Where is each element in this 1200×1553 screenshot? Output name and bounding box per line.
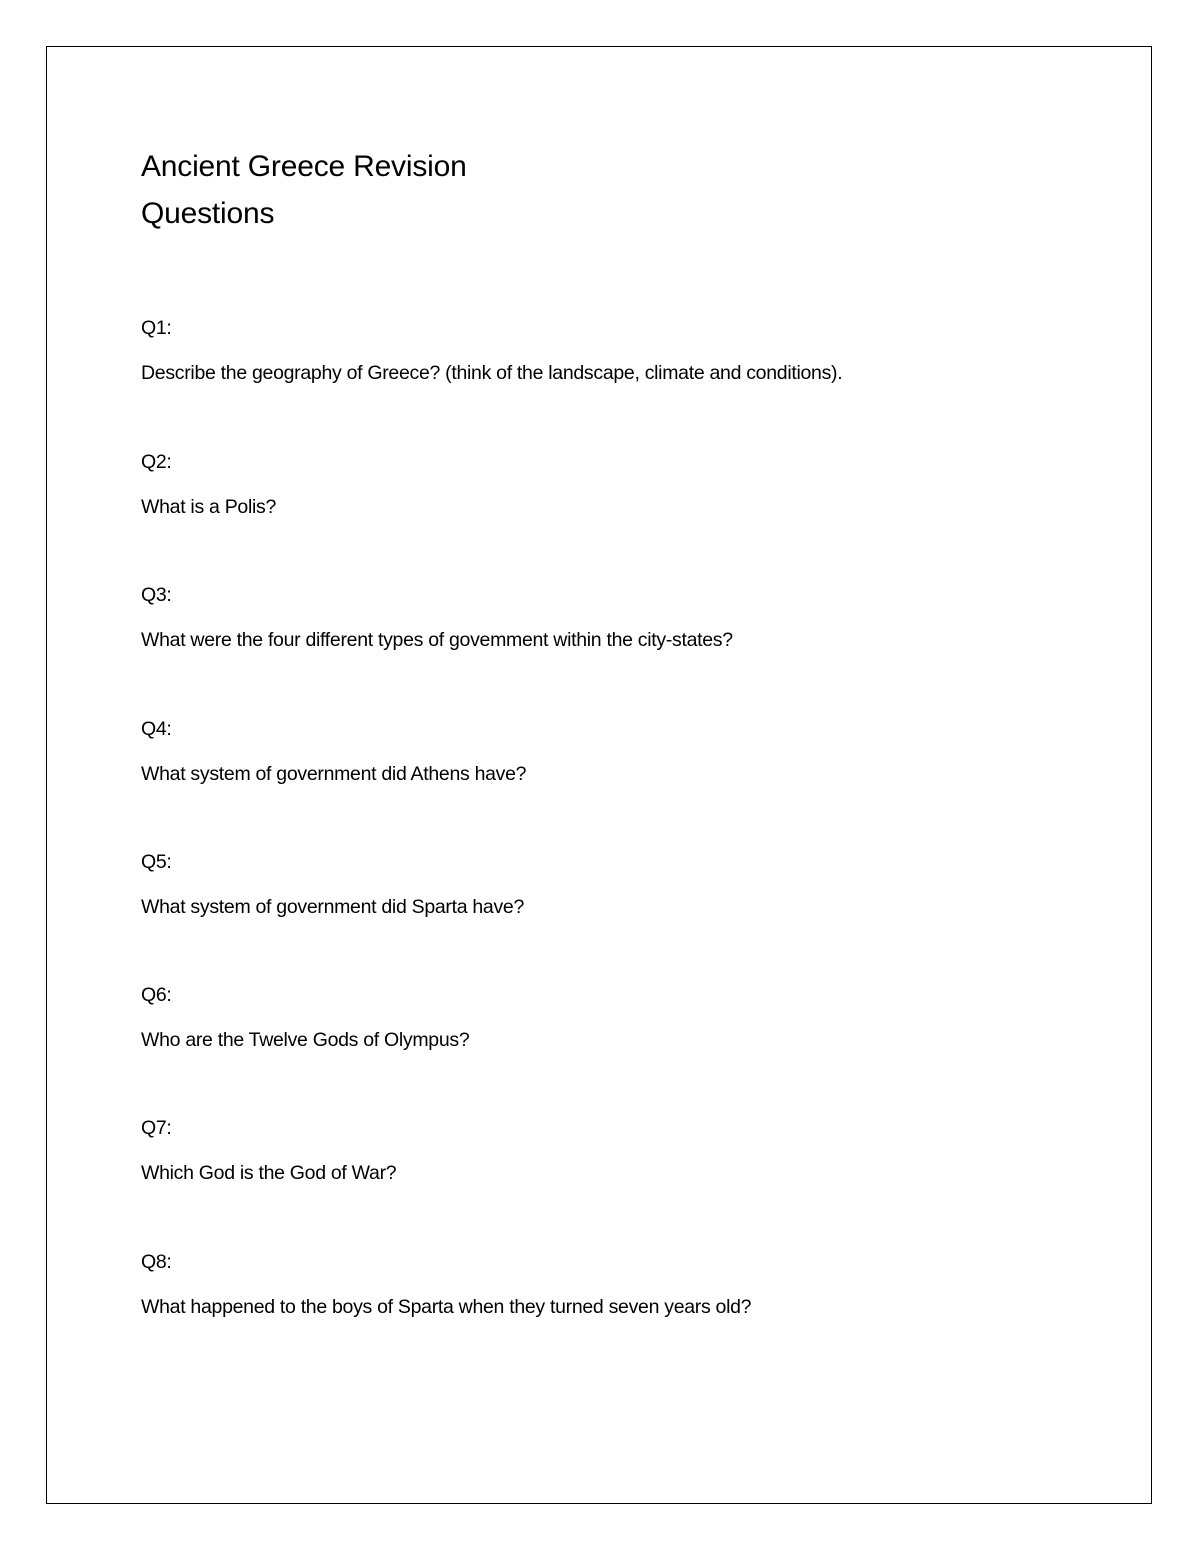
document-title-line-1: Ancient Greece Revision: [141, 150, 467, 183]
question-label: Q1:: [141, 317, 172, 339]
question-text: What happened to the boys of Sparta when they turned seven years old?: [141, 1296, 752, 1318]
question-text: Which God is the God of War?: [141, 1162, 397, 1184]
question-label: Q2:: [141, 451, 172, 473]
question-text: What system of government did Sparta have?: [141, 896, 525, 918]
question-text: What were the four different types of govemment within the city-states?: [141, 629, 733, 651]
question-label: Q8:: [141, 1251, 172, 1273]
question-text: What is a Polis?: [141, 496, 277, 518]
question-6: [141, 983, 469, 1052]
question-1: [141, 316, 842, 385]
question-5: [141, 850, 524, 919]
question-4: [141, 717, 526, 786]
question-3: [141, 583, 733, 652]
question-text: Who are the Twelve Gods of Olympus?: [141, 1029, 470, 1051]
question-text: What system of government did Athens have?: [141, 763, 527, 785]
question-8: [141, 1250, 751, 1319]
question-text: Describe the geography of Greece? (think of the landscape, climate and conditions).: [141, 362, 843, 384]
question-label: Q6:: [141, 984, 172, 1006]
question-label: Q7:: [141, 1117, 172, 1139]
document-title: [141, 143, 467, 237]
document-title-line-2: Questions: [141, 197, 275, 230]
question-2: [141, 450, 276, 519]
question-label: Q5:: [141, 851, 172, 873]
question-7: [141, 1116, 396, 1185]
question-label: Q3:: [141, 584, 172, 606]
question-label: Q4:: [141, 718, 172, 740]
